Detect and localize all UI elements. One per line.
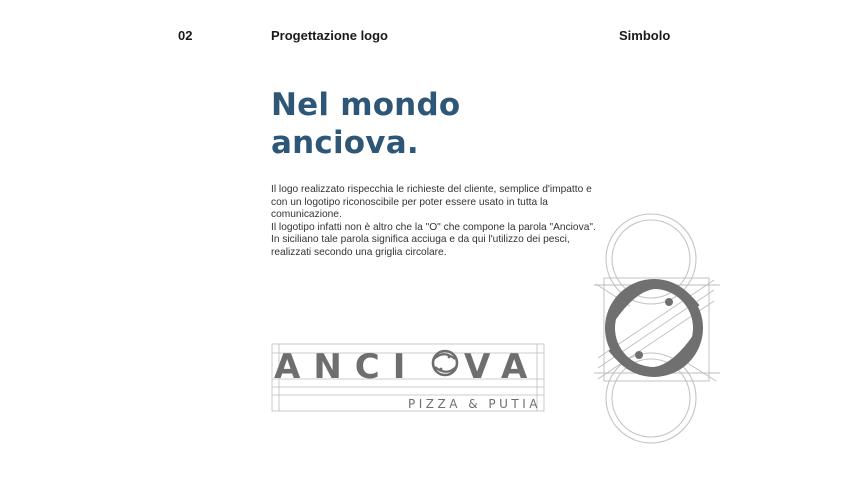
body-paragraph-1: Il logo realizzato rispecchia le richieste del cliente, semplice d'impatto e con un logotipo riconoscibile per poter essere usato in tutta la comunicazione. [271, 184, 592, 221]
body-paragraph-2: Il logotipo infatti non è altro che la "O" che compone la parola "Anciova". In siciliano tale parola significa acciuga e da qui l'utilizzo dei pesci, realizzati secondo una griglia circolare. [271, 221, 596, 258]
symbol-construction-grid [592, 205, 722, 455]
headline-line-2: anciova. [271, 125, 419, 161]
logo-tagline: PIZZA & PUTIA [408, 397, 542, 411]
wordmark-left: ANCI [274, 347, 419, 387]
wordmark-right: VA [464, 347, 541, 387]
section-label: Simbolo [619, 28, 671, 43]
page-number: 02 [178, 28, 193, 43]
section-title: Progettazione logo [271, 28, 388, 43]
headline-line-1: Nel mondo [271, 87, 461, 123]
logo-construction-grid [270, 340, 550, 415]
fish-o-icon [433, 351, 457, 375]
headline [271, 86, 460, 162]
grid-circles [606, 214, 696, 443]
body-text [271, 184, 601, 260]
